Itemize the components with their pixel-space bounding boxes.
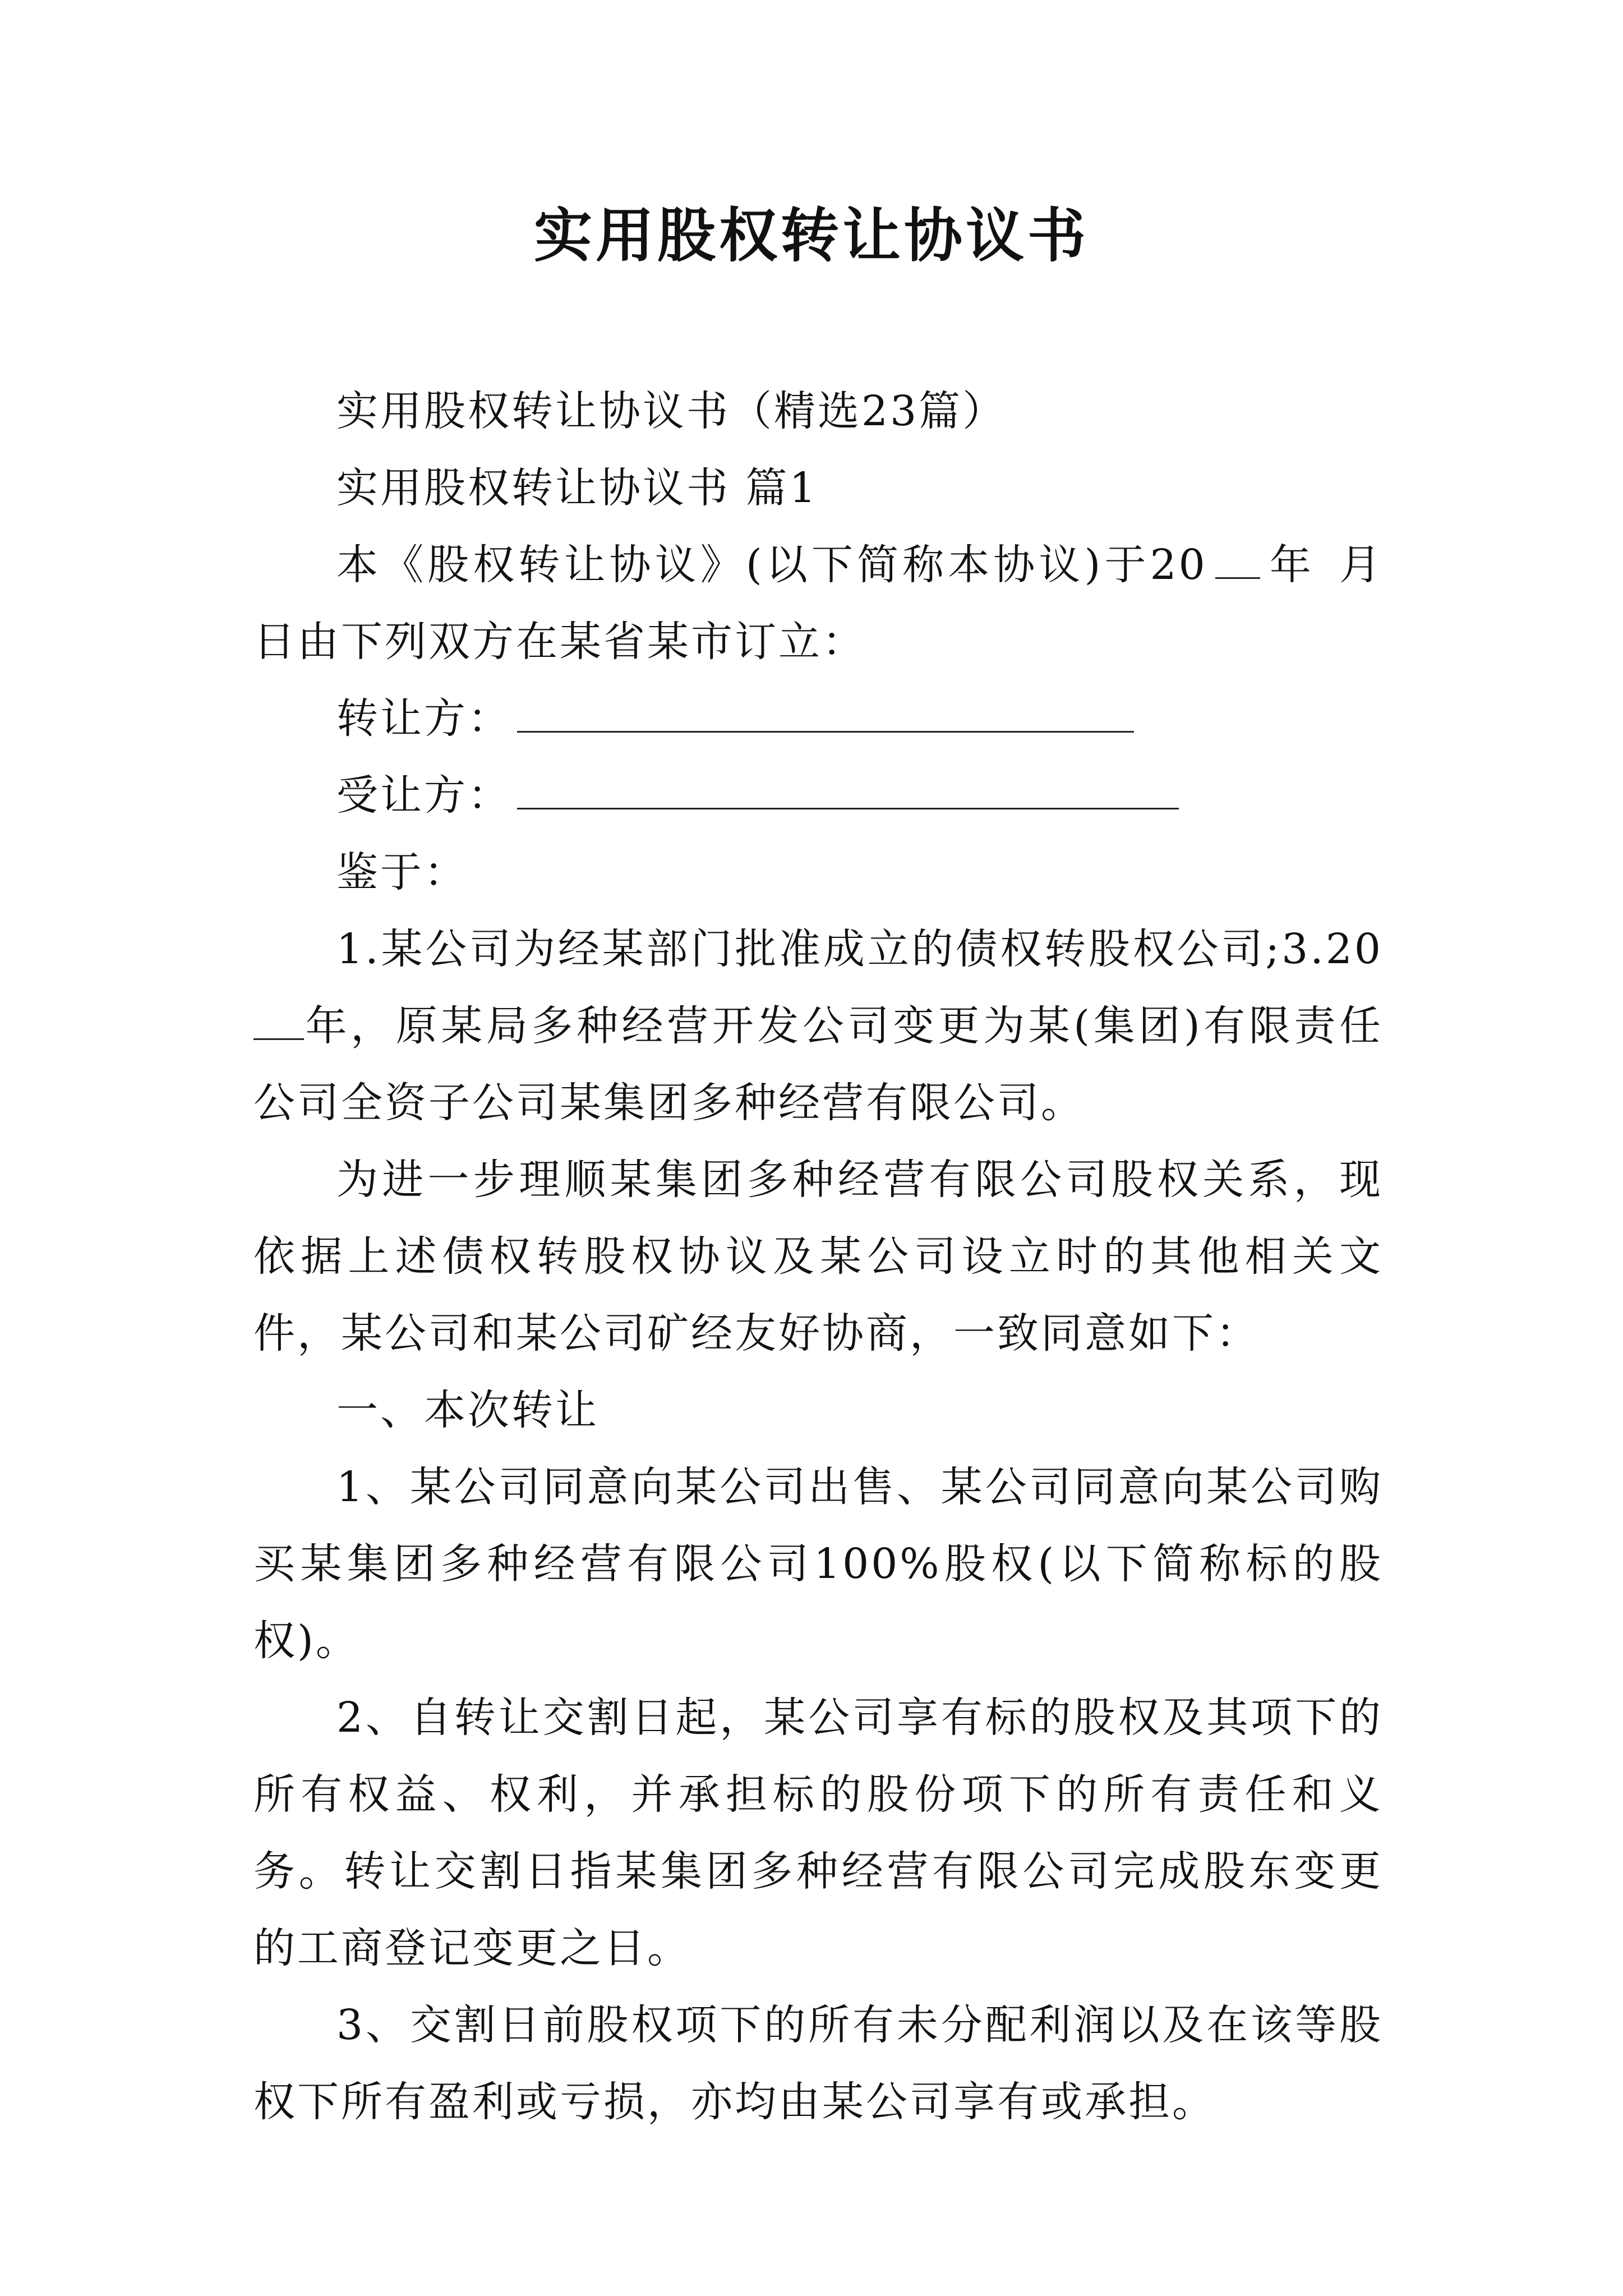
year-blank-2 — [253, 1027, 304, 1040]
transferee-blank — [517, 797, 1179, 809]
transferor-blank — [517, 720, 1134, 733]
paragraph-clause-2: 2、自转让交割日起，某公司享有标的股权及其项下的所有权益、权利，并承担标的股份项下的所有责任和义务。转让交割日指某集团多种经营有限公司完成股东变更的工商登记变更之日。 — [253, 1694, 1383, 1972]
paragraph-intro — [253, 527, 1383, 680]
paragraph-clause-3: 3、交割日前股权项下的所有未分配利润以及在该等股权下所有盈利或亏损，亦均由某公司享有或承担。 — [253, 2001, 1383, 2126]
paragraph-transferor — [253, 680, 1383, 757]
paragraph-clause-1: 1、某公司同意向某公司出售、某公司同意向某公司购买某集团多种经营有限公司100%股权(以下简称标的股权)。 — [253, 1463, 1383, 1665]
intro-text-b: 年 — [1267, 541, 1315, 589]
year-blank — [1215, 566, 1260, 579]
document-body — [253, 373, 1383, 2141]
paragraph-recital-1 — [253, 911, 1383, 1142]
intro-text-a: 本《股权转让协议》(以下简称本协议)于20 — [336, 541, 1207, 589]
paragraph-transferee — [253, 757, 1383, 834]
recital-text-b: 年，原某局多种经营开发公司变更为某(集团)有限责任公司全资子公司某集团多种经营有限公司。 — [253, 1002, 1383, 1127]
paragraph-recital-2: 为进一步理顺某集团多种经营有限公司股权关系，现依据上述债权转股权协议及某公司设立时的其他相关文件，某公司和某公司矿经友好协商，一致同意如下： — [253, 1156, 1383, 1358]
transferor-label: 转让方： — [336, 694, 511, 743]
paragraph-whereas: 鉴于： — [336, 848, 468, 896]
intro-text-c: 月日由下列双方在某省某市订立： — [253, 541, 1384, 666]
paragraph-section-heading: 实用股权转让协议书 篇1 — [336, 464, 818, 512]
paragraph-clause-heading: 一、本次转让 — [336, 1386, 599, 1434]
document-title: 实用股权转让协议书 — [533, 201, 1089, 270]
transferee-label: 受让方： — [336, 771, 511, 820]
paragraph-subtitle: 实用股权转让协议书（精选23篇） — [336, 387, 1007, 435]
recital-text-a: 1.某公司为经某部门批准成立的债权转股权公司;3.20 — [336, 925, 1383, 973]
